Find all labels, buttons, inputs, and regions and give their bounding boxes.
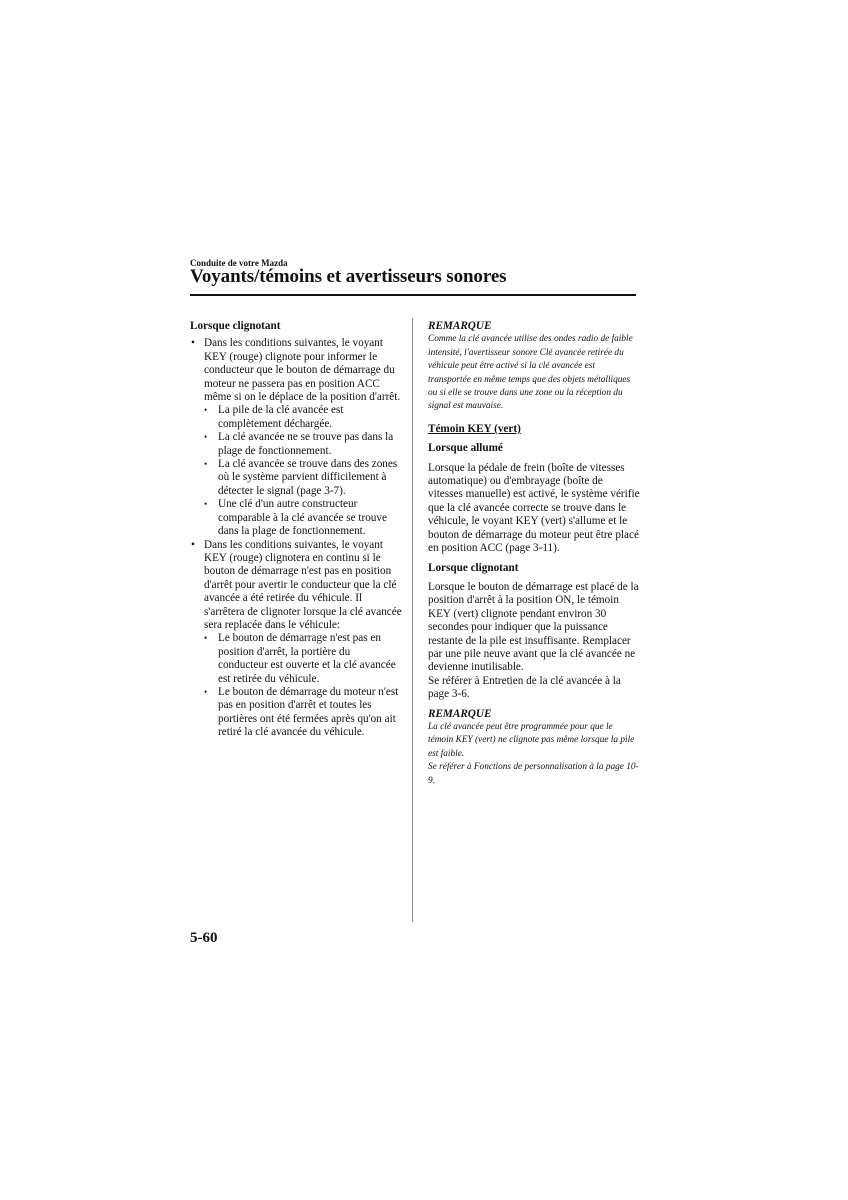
sub-item: • Le bouton de démarrage n'est pas en position d'arrêt, la portière du conducteur est ouverte et la clé avancée est retirée du véhicule. <box>204 632 402 686</box>
bullet-item-2 <box>190 539 402 740</box>
sub-item: • La clé avancée ne se trouve pas dans la plage de fonctionnement. <box>204 431 402 458</box>
left-column <box>190 320 402 740</box>
bullet-2-sublist <box>204 632 402 739</box>
header-divider <box>190 294 636 296</box>
bullet-item-1 <box>190 337 402 538</box>
sub-heading-flashing: Lorsque clignotant <box>428 561 519 574</box>
sub-item: • La pile de la clé avancée est complètement déchargée. <box>204 404 402 431</box>
note-2-text: La clé avancée peut être programmée pour que le témoin KEY (vert) ne clignote pas même lorsque la pile est faible. <box>428 721 635 759</box>
page-number: 5-60 <box>190 930 218 946</box>
sub-2-reference: Se référer à Entretien de la clé avancée à la page 3-6. <box>428 674 621 701</box>
column-divider <box>412 318 413 922</box>
note-1-heading: REMARQUE <box>428 320 492 332</box>
note-2-reference: Se référer à Fonctions de personnalisation à la page 10-9. <box>428 762 639 786</box>
sub-2-paragraph: Lorsque le bouton de démarrage est placé de la position d'arrêt à la position ON, le témoin KEY (vert) clignote pendant environ 30 secondes pour indiquer que la puissance restante de la pile est insuffisante. Remplacer par une pile neuve avant que la clé avancée ne devienne inutilisable. <box>428 580 639 674</box>
bullet-1-text: Dans les conditions suivantes, le voyant KEY (rouge) clignote pour informer le conducteur que le bouton de démarrage du moteur ne passera pas en position ACC même si on le déplace de la position d'arrêt. <box>204 337 401 404</box>
note-1-text: Comme la clé avancée utilise des ondes radio de faible intensité, l'avertisseur sonore Clé avancée retirée du véhicule peut être activé si la clé avancée est transportée en même temps que des objets métalliques ou si elle se trouve dans une zone ou la réception du signal est mauvaise. <box>428 334 633 412</box>
right-column <box>428 320 640 788</box>
left-bullet-list <box>190 337 402 739</box>
left-heading: Lorsque clignotant <box>190 320 281 332</box>
bullet-1-sublist <box>204 404 402 538</box>
sub-item: • Le bouton de démarrage du moteur n'est pas en position d'arrêt et toutes les portières ont été fermées après qu'on ait retiré la clé avancée du véhicule. <box>204 686 402 740</box>
sub-item: • Une clé d'un autre constructeur comparable à la clé avancée se trouve dans la plage de fonctionnement. <box>204 498 402 538</box>
section-header: Conduite de votre Mazda <box>190 258 288 268</box>
sub-item: • La clé avancée se trouve dans des zones où le système parvient difficilement à détecter le signal (page 3-7). <box>204 458 402 498</box>
section-heading-key-green: Témoin KEY (vert) <box>428 422 521 435</box>
page-title: Voyants/témoins et avertisseurs sonores <box>190 266 507 287</box>
sub-1-paragraph: Lorsque la pédale de frein (boîte de vitesses automatique) ou d'embrayage (boîte de vitesses manuelle) est activé, le système vérifie que la clé avancée correcte se trouve dans le véhicule, le voyant KEY (vert) s'allume et le bouton de démarrage du moteur peut être placé en position ACC (page 3-11). <box>428 461 640 555</box>
bullet-2-text: Dans les conditions suivantes, le voyant KEY (rouge) clignotera en continu si le bouton de démarrage n'est pas en position d'arrêt pour avertir le conducteur que la clé avancée a été retirée du véhicule. Il s'arrêtera de clignoter lorsque la clé avancée sera replacée dans le véhicule: <box>204 538 402 631</box>
sub-heading-on: Lorsque allumé <box>428 442 503 455</box>
note-2-heading: REMARQUE <box>428 707 492 720</box>
